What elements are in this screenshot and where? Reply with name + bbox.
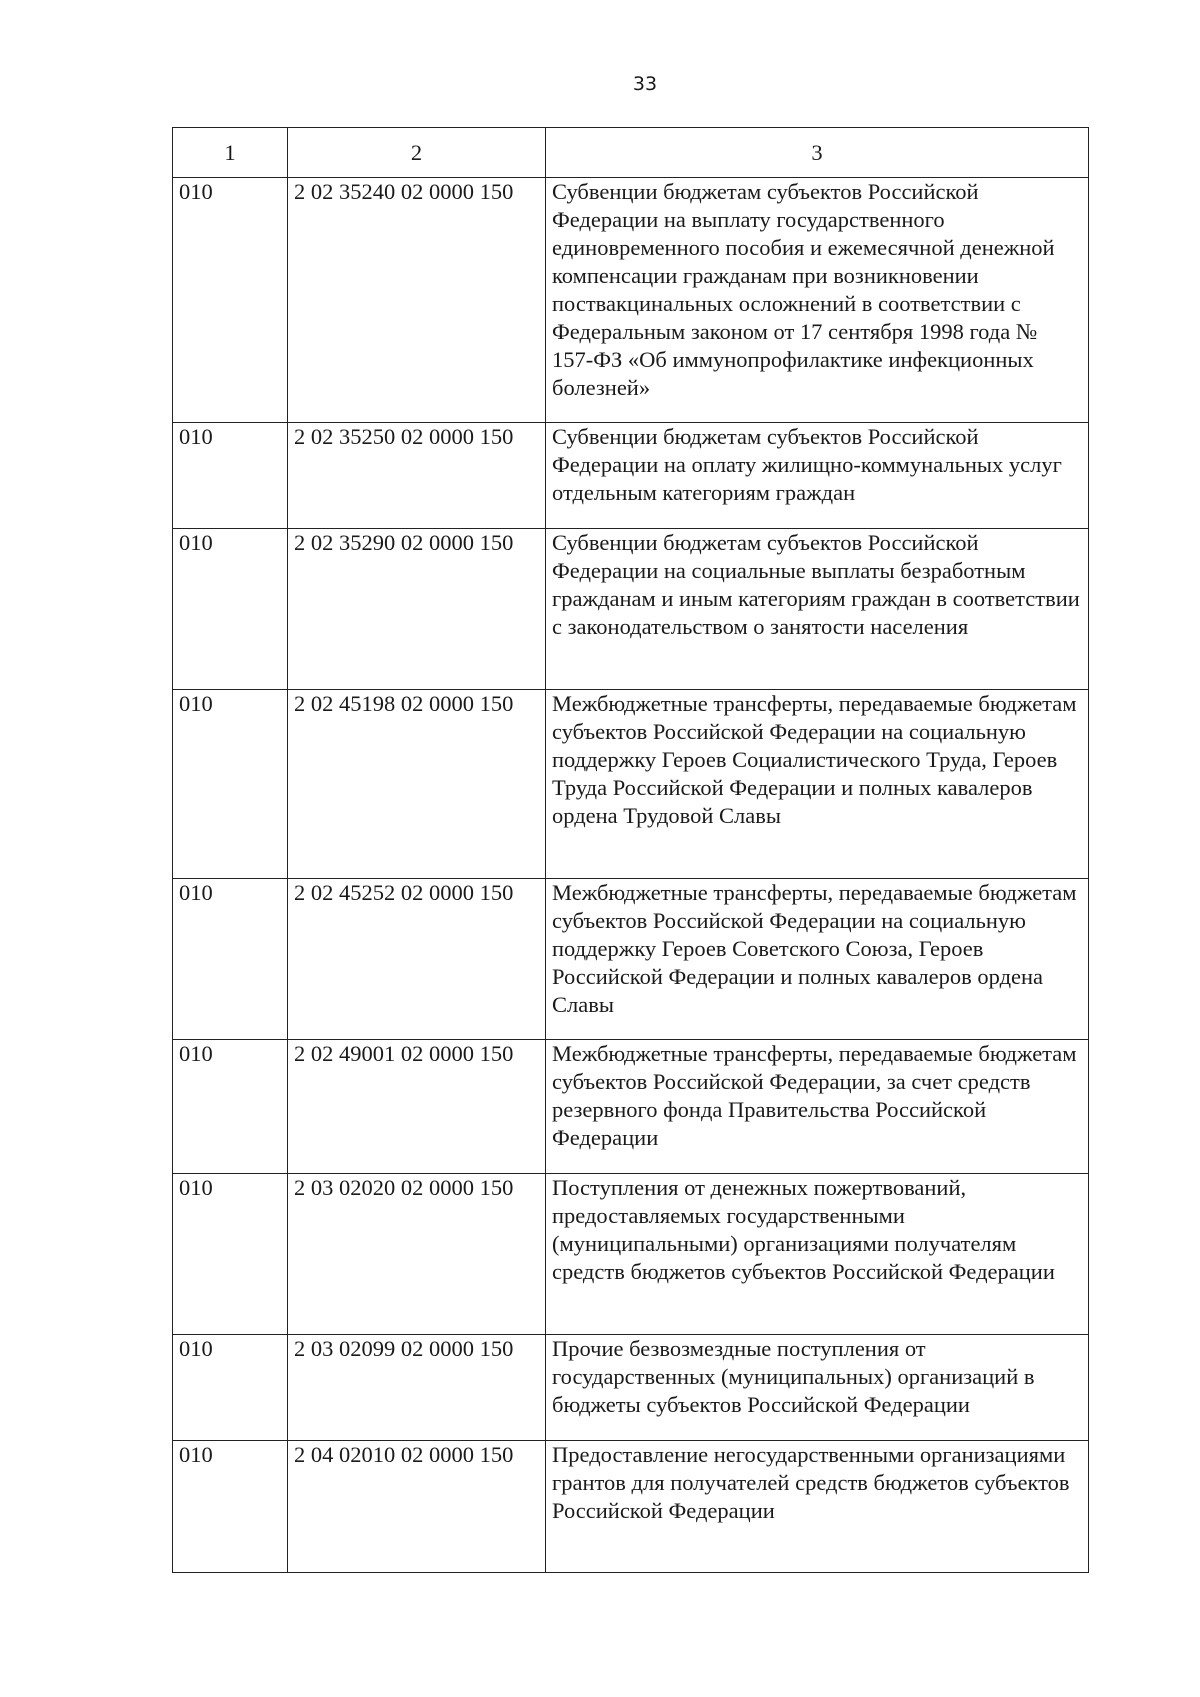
table-row [173, 1441, 1089, 1573]
table-row [173, 178, 1089, 423]
admin-code-cell: 010 [173, 529, 288, 690]
admin-code-cell: 010 [173, 690, 288, 879]
description-cell: Межбюджетные трансферты, передаваемые бюджетам субъектов Российской Федерации на социальную поддержку Героев Советского Союза, Героев Российской Федерации и полных кавалеров ордена Славы [546, 879, 1089, 1040]
description-cell: Субвенции бюджетам субъектов Российской Федерации на выплату государственного единовременного пособия и ежемесячной денежной компенсации гражданам при возникновении поствакцинальных осложнений в соответствии с Федеральным законом от 17 сентября 1998 года № 157-ФЗ «Об иммунопрофилактике инфекционных болезней» [546, 178, 1089, 423]
budget-code-cell: 2 02 45198 02 0000 150 [288, 690, 546, 879]
description-cell: Субвенции бюджетам субъектов Российской Федерации на оплату жилищно-коммунальных услуг отдельным категориям граждан [546, 423, 1089, 529]
table-row [173, 1335, 1089, 1441]
table-row [173, 529, 1089, 690]
column-header-3: 3 [546, 128, 1089, 178]
admin-code-cell: 010 [173, 1040, 288, 1174]
budget-code-cell: 2 02 35240 02 0000 150 [288, 178, 546, 423]
table-row [173, 423, 1089, 529]
budget-code-cell: 2 02 35290 02 0000 150 [288, 529, 546, 690]
description-cell: Прочие безвозмездные поступления от государственных (муниципальных) организаций в бюджеты субъектов Российской Федерации [546, 1335, 1089, 1441]
table-header-row [173, 128, 1089, 178]
admin-code-cell: 010 [173, 1174, 288, 1335]
description-cell: Предоставление негосударственными организациями грантов для получателей средств бюджетов субъектов Российской Федерации [546, 1441, 1089, 1573]
description-cell: Межбюджетные трансферты, передаваемые бюджетам субъектов Российской Федерации, за счет средств резервного фонда Правительства Российской Федерации [546, 1040, 1089, 1174]
column-header-1: 1 [173, 128, 288, 178]
page-number: 33 [632, 73, 658, 95]
table-row [173, 879, 1089, 1040]
budget-code-cell: 2 03 02099 02 0000 150 [288, 1335, 546, 1441]
table-row [173, 1040, 1089, 1174]
budget-code-cell: 2 02 35250 02 0000 150 [288, 423, 546, 529]
admin-code-cell: 010 [173, 879, 288, 1040]
table-row [173, 1174, 1089, 1335]
description-cell: Субвенции бюджетам субъектов Российской Федерации на социальные выплаты безработным гражданам и иным категориям граждан в соответствии с законодательством о занятости населения [546, 529, 1089, 690]
budget-code-cell: 2 02 49001 02 0000 150 [288, 1040, 546, 1174]
table-row [173, 690, 1089, 879]
description-cell: Межбюджетные трансферты, передаваемые бюджетам субъектов Российской Федерации на социальную поддержку Героев Социалистического Труда, Героев Труда Российской Федерации и полных кавалеров ордена Трудовой Славы [546, 690, 1089, 879]
budget-code-cell: 2 02 45252 02 0000 150 [288, 879, 546, 1040]
column-header-2: 2 [288, 128, 546, 178]
admin-code-cell: 010 [173, 1335, 288, 1441]
budget-classification-table [172, 127, 1089, 1573]
admin-code-cell: 010 [173, 178, 288, 423]
budget-code-cell: 2 03 02020 02 0000 150 [288, 1174, 546, 1335]
description-cell: Поступления от денежных пожертвований, предоставляемых государственными (муниципальными) организациями получателям средств бюджетов субъектов Российской Федерации [546, 1174, 1089, 1335]
admin-code-cell: 010 [173, 423, 288, 529]
admin-code-cell: 010 [173, 1441, 288, 1573]
budget-code-cell: 2 04 02010 02 0000 150 [288, 1441, 546, 1573]
